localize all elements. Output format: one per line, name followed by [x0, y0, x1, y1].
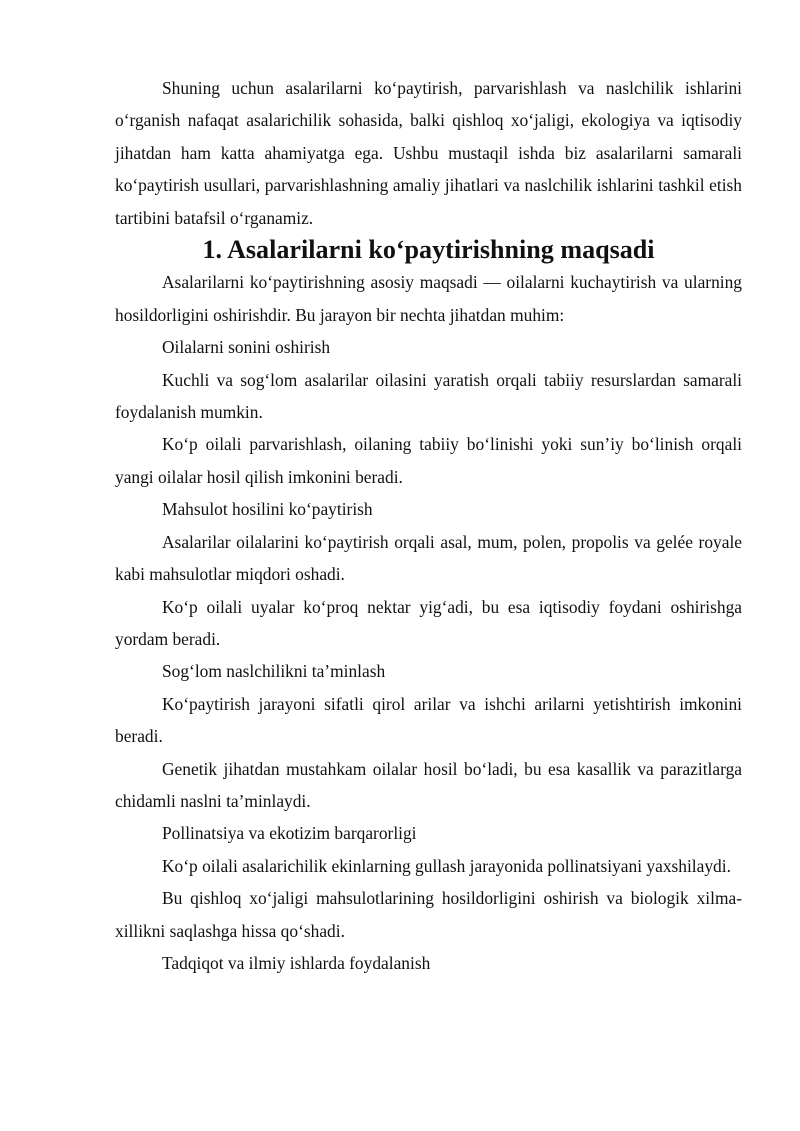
paragraph-colony-division: Ko‘p oilali parvarishlash, oilaning tabiiy bo‘linishi yoki sun’iy bo‘linish orqali yangi oilalar hosil qilish imkonini beradi. [115, 434, 742, 487]
section-heading: 1. Asalarilarni ko‘paytirishning maqsadi [202, 235, 655, 265]
subheading-healthy-breeding: Sog‘lom naslchilikni ta’minlash [162, 661, 386, 682]
paragraph-purpose: Asalarilarni ko‘paytirishning asosiy maqsadi — oilalarni kuchaytirish va ularning hosildorligini oshirishdir. Bu jarayon bir nechta jihatdan muhim: [115, 272, 742, 325]
paragraph-bee-products: Asalarilar oilalarini ko‘paytirish orqali asal, mum, polen, propolis va gelée royale kabi mahsulotlar miqdori oshadi. [115, 531, 742, 585]
paragraph-nectar: Ko‘p oilali uyalar ko‘proq nektar yig‘adi, bu esa iqtisodiy foydani oshirishga yordam beradi. [115, 596, 742, 649]
subheading-product-yield: Mahsulot hosilini ko‘paytirish [162, 499, 373, 520]
subheading-colony-count: Oilalarni sonini oshirish [162, 337, 331, 358]
paragraph-queen-bees: Ko‘paytirish jarayoni sifatli qirol arilar va ishchi arilarni yetishtirish imkonini beradi. [115, 693, 742, 747]
paragraph-biodiversity: Bu qishloq xo‘jaligi mahsulotlarining hosildorligini oshirish va biologik xilma-xillikni saqlashga hissa qo‘shadi. [115, 888, 742, 941]
document-page [115, 72, 742, 979]
intro-paragraph: Shuning uchun asalarilarni ko‘paytirish, parvarishlash va naslchilik ishlarini o‘rganish nafaqat asalarichilik sohasida, balki qishloq xo‘jaligi, ekologiya va iqtisodiy jihatdan ham katta ahamiyatga ega. Ushbu mustaqil ishda biz asalarilarni samarali ko‘paytirish usullari, parvarishlashning amaliy jihatlari va naslchilik ishlarini tashkil etish tartibini batafsil o‘rganamiz. [115, 78, 742, 228]
paragraph-pollination-crops: Ko‘p oilali asalarichilik ekinlarning gullash jarayonida pollinatsiyani yaxshilaydi. [162, 855, 731, 876]
subheading-research: Tadqiqot va ilmiy ishlarda foydalanish [162, 952, 431, 973]
subheading-pollination: Pollinatsiya va ekotizim barqarorligi [162, 823, 417, 844]
paragraph-genetics: Genetik jihatdan mustahkam oilalar hosil bo‘ladi, bu esa kasallik va parazitlarga chidamli naslni ta’minlaydi. [115, 758, 742, 811]
paragraph-strong-colonies: Kuchli va sog‘lom asalarilar oilasini yaratish orqali tabiiy resurslardan samarali foydalanish mumkin. [115, 369, 742, 423]
